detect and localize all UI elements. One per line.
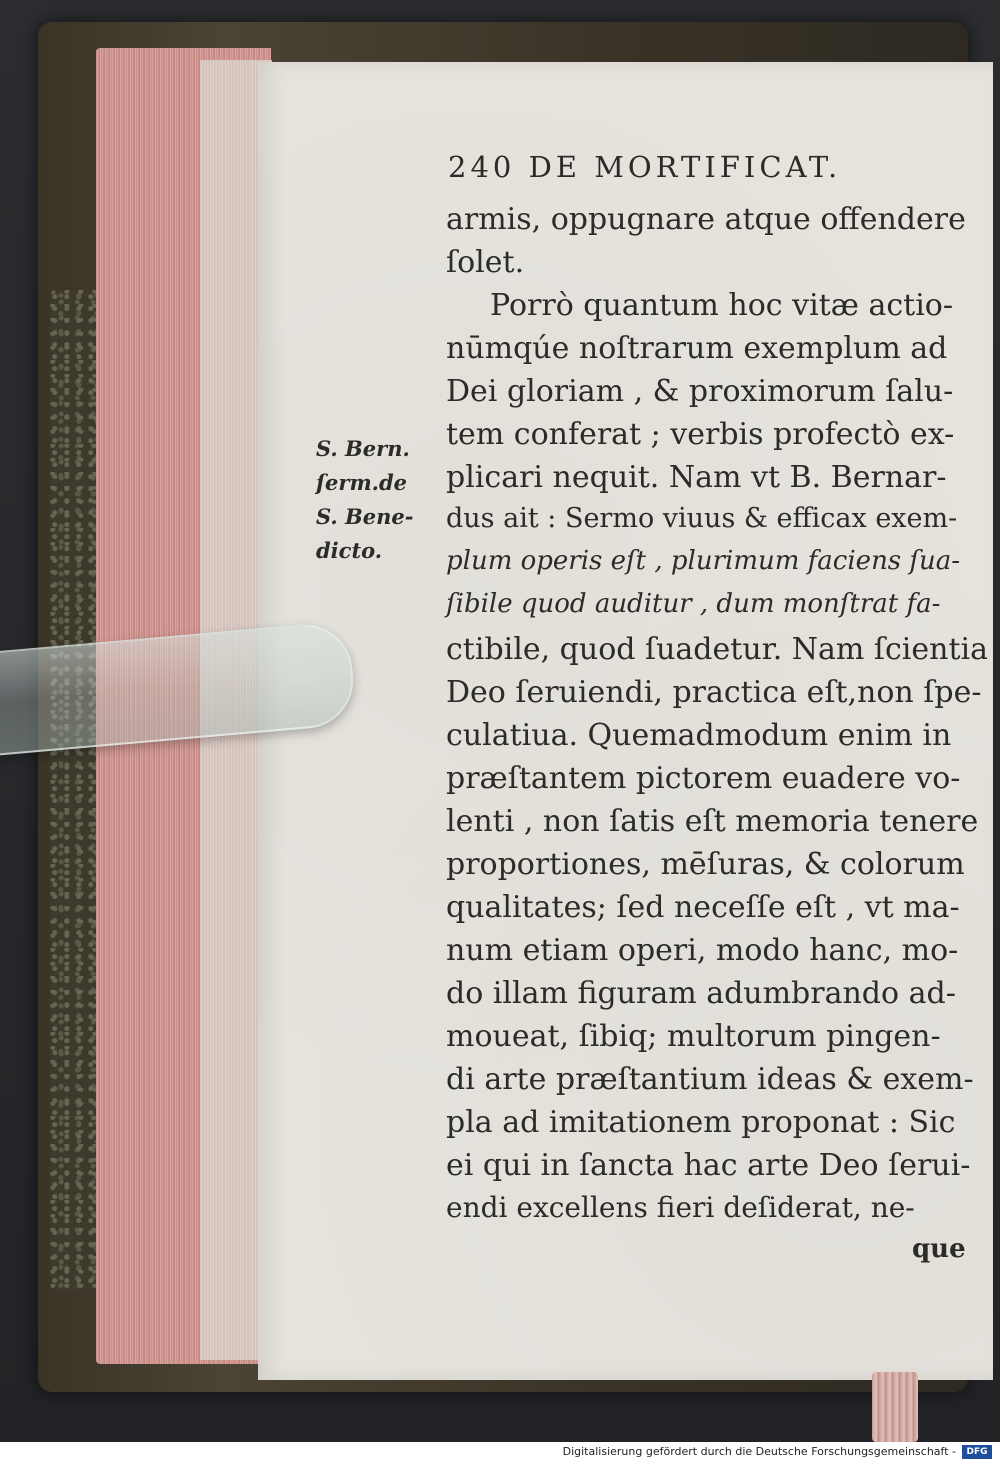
text-line: ſolet.	[446, 245, 525, 280]
text-line: plum operis eſt , plurimum faciens ſua-	[446, 546, 961, 576]
text-line: lenti , non ſatis eſt memoria tenere	[446, 804, 979, 839]
text-line: Deo ſeruiendi, practica eſt,non ſpe-	[446, 675, 982, 710]
margin-note-line: S. Bene-	[316, 504, 414, 529]
catchword: que	[912, 1234, 966, 1264]
footer-bar	[0, 1442, 1000, 1463]
text-line: culatiua. Quemadmodum enim in	[446, 718, 952, 753]
running-head: 240 DE MORTIFICAT.	[448, 150, 842, 184]
dfg-logo-icon: DFG	[962, 1445, 992, 1459]
text-line: do illam figuram adumbrando ad-	[446, 976, 956, 1011]
text-line: ſibile quod auditur , dum monſtrat fa-	[446, 589, 941, 619]
text-line: moueat, ſibiq; multorum pingen-	[446, 1019, 941, 1054]
text-line: Dei gloriam , & proximorum ſalu-	[446, 374, 954, 409]
text-line: proportiones, mēſuras, & colorum	[446, 847, 965, 882]
margin-note-line: ſerm.de	[316, 470, 408, 495]
margin-note-line: S. Bern.	[316, 436, 410, 461]
margin-note-line: dicto.	[316, 538, 383, 563]
text-line: præſtantem pictorem euadere vo-	[446, 761, 961, 796]
text-line: plicari nequit. Nam vt B. Bernar-	[446, 460, 947, 495]
text-line: nūmqúe noſtrarum exemplum ad	[446, 331, 948, 366]
text-line: tem conferat ; verbis profectò ex-	[446, 417, 955, 452]
text-line: ctibile, quod ſuadetur. Nam ſcientia	[446, 632, 988, 667]
text-line: armis, oppugnare atque offendere	[446, 202, 966, 237]
text-line: qualitates; ſed neceſſe eſt , vt ma-	[446, 890, 960, 925]
text-line: ei qui in ſancta hac arte Deo ſerui-	[446, 1148, 971, 1183]
footer-credit: Digitalisierung gefördert durch die Deutsche Forschungsgemeinschaft -	[562, 1445, 956, 1458]
text-line: dus ait : Sermo viuus & efficax exem-	[446, 503, 958, 534]
text-line: pla ad imitationem proponat : Sic	[446, 1105, 956, 1140]
text-line: num etiam operi, modo hanc, mo-	[446, 933, 959, 968]
text-line: di arte præſtantium ideas & exem-	[446, 1062, 974, 1097]
book-page	[258, 62, 993, 1380]
ribbon-marker	[872, 1372, 918, 1442]
text-line: Porrò quantum hoc vitæ actio-	[490, 288, 953, 323]
text-line: endi excellens fieri deſiderat, ne-	[446, 1191, 915, 1224]
